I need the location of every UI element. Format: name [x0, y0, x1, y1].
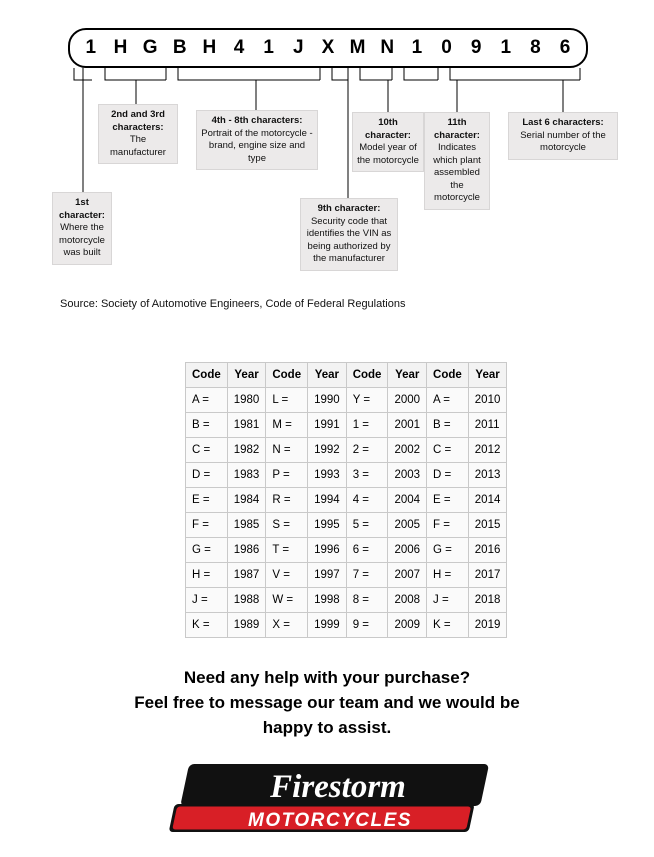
cell-code: G =	[427, 538, 469, 563]
vin-number-display	[68, 28, 588, 68]
cell-year: 2017	[468, 563, 507, 588]
cell-year: 1992	[308, 438, 347, 463]
cell-year: 1999	[308, 613, 347, 638]
vin-char-8: J	[293, 37, 304, 58]
cell-code: R =	[266, 488, 308, 513]
cell-year: 2004	[388, 488, 427, 513]
cell-code: P =	[266, 463, 308, 488]
cell-year: 2000	[388, 388, 427, 413]
th-code-3: Code	[346, 363, 388, 388]
callout-9th-body: Security code that identifies the VIN as being authorized by the manufacturer	[306, 215, 392, 264]
cell-year: 2011	[468, 413, 507, 438]
cell-year: 1988	[227, 588, 266, 613]
cell-code: S =	[266, 513, 308, 538]
model-year-code-table	[185, 362, 507, 638]
cell-year: 2010	[468, 388, 507, 413]
cell-year: 1993	[308, 463, 347, 488]
cell-year: 1986	[227, 538, 266, 563]
vin-char-13: 0	[441, 37, 452, 58]
callout-11th-body: Indicates which plant assembled the motorcycle	[433, 142, 481, 203]
cell-code: M =	[266, 413, 308, 438]
cell-code: E =	[427, 488, 469, 513]
cell-code: D =	[427, 463, 469, 488]
callout-4th-8th-title: 4th - 8th characters:	[211, 115, 303, 126]
th-code-2: Code	[266, 363, 308, 388]
cell-year: 1987	[227, 563, 266, 588]
callout-11th-character	[424, 112, 490, 210]
cell-code: T =	[266, 538, 308, 563]
cell-code: H =	[186, 563, 228, 588]
logo-artwork	[160, 760, 505, 842]
cell-year: 1996	[308, 538, 347, 563]
cell-code: W =	[266, 588, 308, 613]
cell-year: 1984	[227, 488, 266, 513]
callout-10th-title: 10th character:	[365, 117, 411, 141]
vin-char-16: 8	[530, 37, 541, 58]
table-row	[186, 463, 507, 488]
logo-secondary-text: MOTORCYCLES	[248, 810, 412, 831]
cell-year: 2015	[468, 513, 507, 538]
table-row	[186, 513, 507, 538]
cell-code: F =	[427, 513, 469, 538]
cell-code: F =	[186, 513, 228, 538]
cell-code: K =	[186, 613, 228, 638]
cell-year: 1989	[227, 613, 266, 638]
cell-code: V =	[266, 563, 308, 588]
vin-diagram	[0, 0, 654, 310]
cell-year: 1994	[308, 488, 347, 513]
cell-year: 2005	[388, 513, 427, 538]
callout-9th-title: 9th character:	[317, 203, 381, 214]
cell-year: 1985	[227, 513, 266, 538]
table-row	[186, 538, 507, 563]
vin-char-2: H	[113, 37, 128, 58]
table-header-row	[186, 363, 507, 388]
cell-code: E =	[186, 488, 228, 513]
table-row	[186, 588, 507, 613]
cell-code: K =	[427, 613, 469, 638]
cell-year: 2007	[388, 563, 427, 588]
callout-2nd-3rd-characters	[98, 104, 178, 164]
table-row	[186, 563, 507, 588]
cell-year: 2008	[388, 588, 427, 613]
cell-code: A =	[186, 388, 228, 413]
callout-4th-8th-characters	[196, 110, 318, 170]
cell-year: 2002	[388, 438, 427, 463]
cell-code: L =	[266, 388, 308, 413]
cell-year: 2013	[468, 463, 507, 488]
cell-code: 7 =	[346, 563, 388, 588]
cell-code: C =	[427, 438, 469, 463]
cell-code: B =	[427, 413, 469, 438]
vin-char-14: 9	[470, 37, 482, 58]
callout-1st-title: 1st character:	[59, 197, 105, 221]
vin-char-15: 1	[500, 37, 512, 58]
cell-code: A =	[427, 388, 469, 413]
cell-year: 2003	[388, 463, 427, 488]
vin-char-10: M	[349, 37, 366, 58]
cell-year: 1990	[308, 388, 347, 413]
cell-year: 2009	[388, 613, 427, 638]
vin-char-4: B	[172, 37, 187, 58]
cell-year: 1995	[308, 513, 347, 538]
th-code-1: Code	[186, 363, 228, 388]
cell-year: 2012	[468, 438, 507, 463]
help-line-1: Need any help with your purchase?	[183, 668, 471, 687]
cell-code: 8 =	[346, 588, 388, 613]
cell-year: 1983	[227, 463, 266, 488]
vin-char-17: 6	[559, 37, 571, 58]
callout-1st-character	[52, 192, 112, 265]
cell-code: 5 =	[346, 513, 388, 538]
vin-char-3: G	[142, 37, 158, 58]
callout-10th-body: Model year of the motorcycle	[357, 142, 419, 166]
cell-code: X =	[266, 613, 308, 638]
cell-code: J =	[186, 588, 228, 613]
callout-11th-title: 11th character:	[434, 117, 480, 141]
cell-code: J =	[427, 588, 469, 613]
table-row	[186, 413, 507, 438]
table-row	[186, 613, 507, 638]
th-code-4: Code	[427, 363, 469, 388]
cell-code: G =	[186, 538, 228, 563]
cell-code: 1 =	[346, 413, 388, 438]
cell-year: 2019	[468, 613, 507, 638]
cell-year: 1981	[227, 413, 266, 438]
cell-code: B =	[186, 413, 228, 438]
callout-last-6-characters	[508, 112, 618, 160]
source-note: Source: Society of Automotive Engineers, Code of Federal Regulations	[60, 298, 406, 310]
callout-2nd-3rd-body: The manufacturer	[110, 134, 166, 158]
vin-char-1: 1	[85, 37, 97, 58]
callout-2nd-3rd-title: 2nd and 3rd characters:	[111, 109, 165, 133]
callout-4th-8th-body: Portrait of the motorcycle - brand, engine size and type	[201, 127, 313, 164]
th-year-4: Year	[468, 363, 507, 388]
vin-char-6: 4	[233, 37, 245, 58]
cell-year: 2001	[388, 413, 427, 438]
cell-year: 1982	[227, 438, 266, 463]
th-year-2: Year	[308, 363, 347, 388]
help-message	[0, 665, 654, 740]
cell-year: 1998	[308, 588, 347, 613]
vin-char-5: H	[202, 37, 217, 58]
cell-code: D =	[186, 463, 228, 488]
cell-year: 2006	[388, 538, 427, 563]
table-row	[186, 438, 507, 463]
cell-year: 2016	[468, 538, 507, 563]
logo-primary-text: Firestorm	[270, 769, 406, 805]
cell-code: N =	[266, 438, 308, 463]
callout-9th-character	[300, 198, 398, 271]
vin-char-11: N	[380, 37, 395, 58]
cell-year: 1991	[308, 413, 347, 438]
cell-code: C =	[186, 438, 228, 463]
th-year-1: Year	[227, 363, 266, 388]
callout-last-6-title: Last 6 characters:	[522, 117, 604, 128]
cell-code: 2 =	[346, 438, 388, 463]
cell-code: Y =	[346, 388, 388, 413]
callout-10th-character	[352, 112, 424, 172]
cell-year: 1997	[308, 563, 347, 588]
cell-code: 9 =	[346, 613, 388, 638]
vin-char-7: 1	[263, 37, 274, 58]
callout-1st-body: Where the motorcycle was built	[59, 222, 105, 258]
cell-year: 2018	[468, 588, 507, 613]
firestorm-motorcycles-logo	[160, 760, 505, 842]
table-row	[186, 388, 507, 413]
cell-year: 2014	[468, 488, 507, 513]
vin-char-12: 1	[411, 37, 423, 58]
cell-code: 4 =	[346, 488, 388, 513]
help-line-3: happy to assist.	[262, 718, 392, 737]
callout-last-6-body: Serial number of the motorcycle	[520, 129, 606, 153]
help-line-2: Feel free to message our team and we would be	[134, 693, 520, 712]
cell-code: H =	[427, 563, 469, 588]
cell-year: 1980	[227, 388, 266, 413]
cell-code: 6 =	[346, 538, 388, 563]
cell-code: 3 =	[346, 463, 388, 488]
table-row	[186, 488, 507, 513]
vin-char-9: X	[321, 37, 335, 58]
th-year-3: Year	[388, 363, 427, 388]
